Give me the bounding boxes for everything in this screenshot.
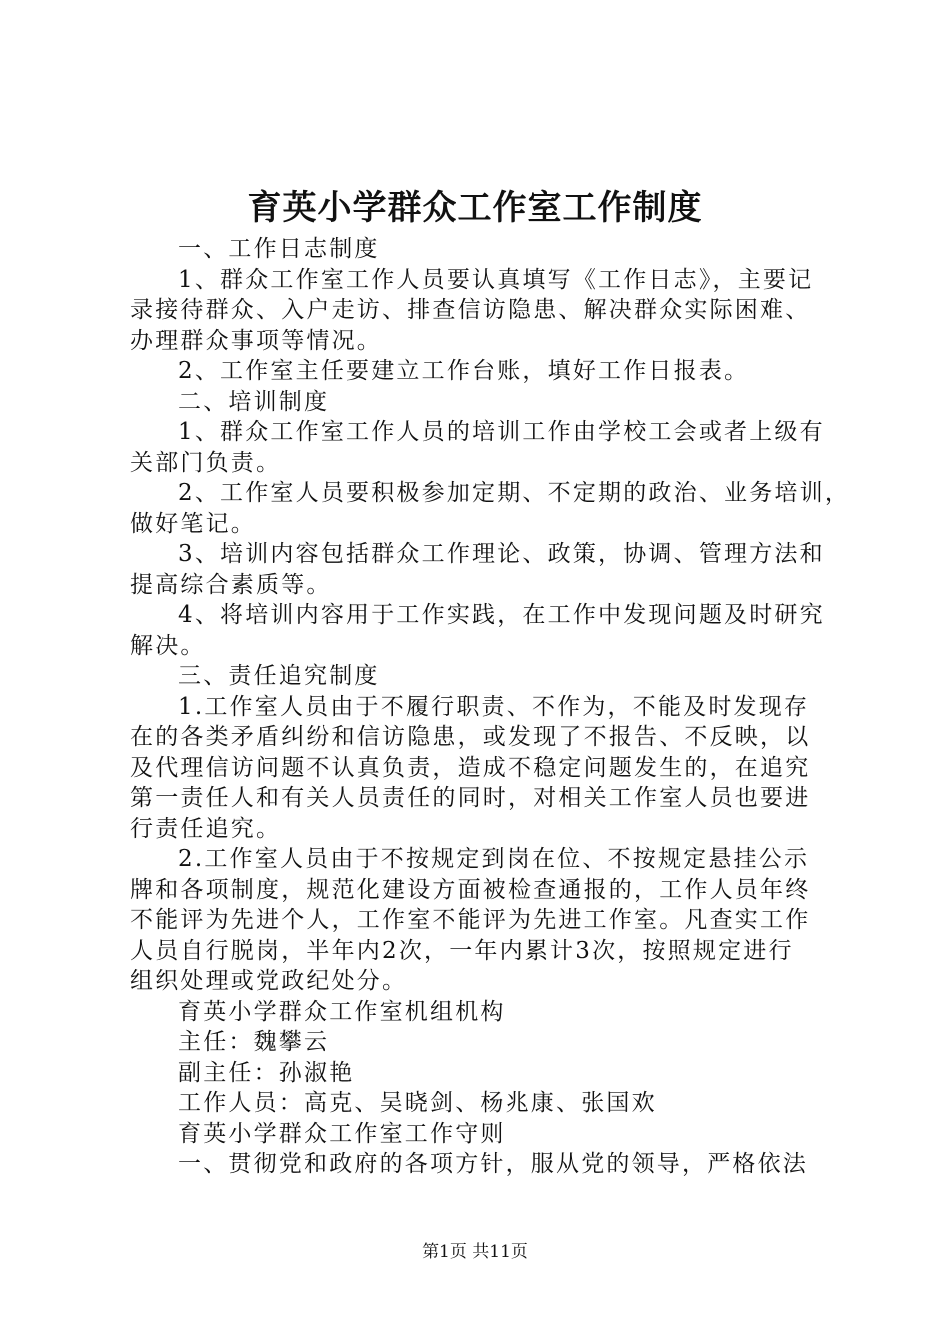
text-line: 4、将培训内容用于工作实践，在工作中发现问题及时研究 [178,602,825,628]
document-body [130,234,851,1180]
text-line: 主任：魏攀云 [178,1029,330,1055]
text-line: 办理群众事项等情况。 [130,327,382,354]
text-line: 一、工作日志制度 [178,236,380,262]
document-title: 育英小学群众工作室工作制度 [247,188,703,228]
text-line: 牌和各项制度，规范化建设方面被检查通报的，工作人员年终 [130,876,811,903]
text-line: 育英小学群众工作室工作守则 [178,1120,506,1147]
text-line: 3、培训内容包括群众工作理论、政策，协调、管理方法和 [178,541,825,567]
text-line: 一、贯彻党和政府的各项方针，服从党的领导，严格依法 [178,1151,808,1177]
text-line: 录接待群众、入户走访、排查信访隐患、解决群众实际困难、 [130,297,811,323]
text-line: 1、群众工作室工作人员的培训工作由学校工会或者上级有 [178,419,825,445]
text-line: 1、群众工作室工作人员要认真填写《工作日志》，主要记 [178,266,814,293]
text-line: 做好笔记。 [130,510,256,537]
text-line: 在的各类矛盾纠纷和信访隐患，或发现了不报告、不反映，以 [130,724,811,750]
text-line: 育英小学群众工作室机组机构 [178,998,506,1025]
text-line: 2.工作室人员由于不按规定到岗在位、不按规定悬挂公示 [178,846,810,872]
text-line: 人员自行脱岗，半年内2次，一年内累计3次，按照规定进行 [130,937,794,964]
text-line: 组织处理或党政纪处分。 [130,968,408,994]
text-line: 2、工作室人员要积极参加定期、不定期的政治、业务培训， [178,480,851,506]
page-footer: 第1页 共11页 [422,1242,528,1262]
text-line: 及代理信访问题不认真负责，造成不稳定问题发生的，在追究 [130,754,811,781]
text-line: 三、责任追究制度 [178,663,380,689]
text-line: 第一责任人和有关人员责任的同时，对相关工作室人员也要进 [130,785,811,811]
text-line: 2、工作室主任要建立工作台账，填好工作日报表。 [178,358,750,384]
text-line: 1.工作室人员由于不履行职责、不作为，不能及时发现存 [178,693,810,720]
text-line: 提高综合素质等。 [130,571,332,598]
text-line: 解决。 [130,632,206,659]
text-line: 二、培训制度 [178,388,330,415]
text-line: 行责任追究。 [130,815,282,842]
text-line: 工作人员：高克、吴晓剑、杨兆康、张国欢 [178,1090,657,1116]
text-line: 关部门负责。 [130,449,282,476]
text-line: 不能评为先进个人，工作室不能评为先进工作室。凡查实工作 [130,907,811,933]
text-line: 副主任：孙淑艳 [178,1059,355,1086]
